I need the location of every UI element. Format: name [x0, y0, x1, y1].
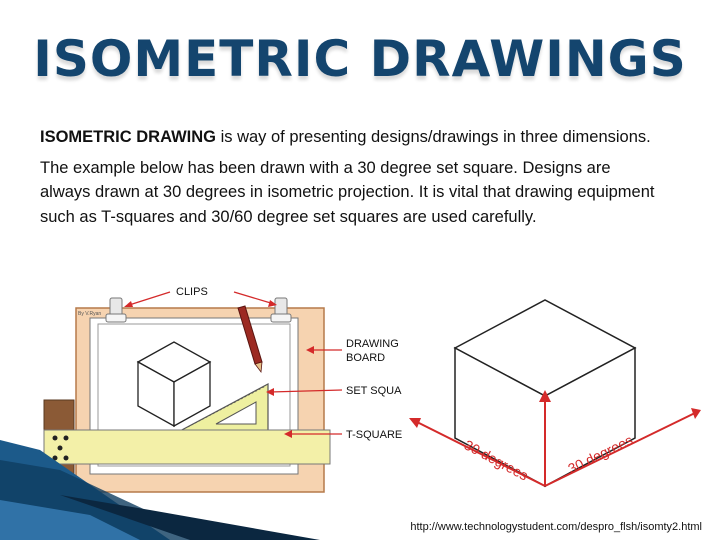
label-clips: CLIPS: [176, 286, 208, 298]
source-link[interactable]: http://www.technologystudent.com/despro_flsh/isomty2.html: [410, 521, 702, 533]
isometric-cube-figure: [405, 290, 705, 490]
paragraph-definition: [40, 125, 660, 150]
body-text: [40, 125, 660, 235]
paragraph-explanation: The example below has been drawn with a 30 degree set square. Designs are always drawn at 30 degrees in isometric projection. It is vital that drawing equipment such as T-squares and 30/60 degree set squares are used carefully.: [40, 158, 655, 226]
label-drawing-board-line2: BOARD: [346, 352, 386, 364]
byline: By V.Ryan: [78, 311, 102, 317]
angle-label-left: 30 degrees: [461, 436, 531, 484]
label-drawing-board-line1: DRAWING: [346, 338, 399, 350]
label-t-square: T-SQUARE: [346, 429, 403, 441]
label-set-square: SET SQUA: [346, 385, 402, 397]
page-title: ISOMETRIC DRAWINGS: [33, 30, 687, 88]
term-bold: ISOMETRIC DRAWING: [40, 128, 216, 146]
angle-label-right: 30 degrees: [565, 431, 636, 477]
definition-text: is way of presenting designs/drawings in three dimensions.: [216, 128, 651, 146]
corner-decoration: [0, 440, 330, 540]
